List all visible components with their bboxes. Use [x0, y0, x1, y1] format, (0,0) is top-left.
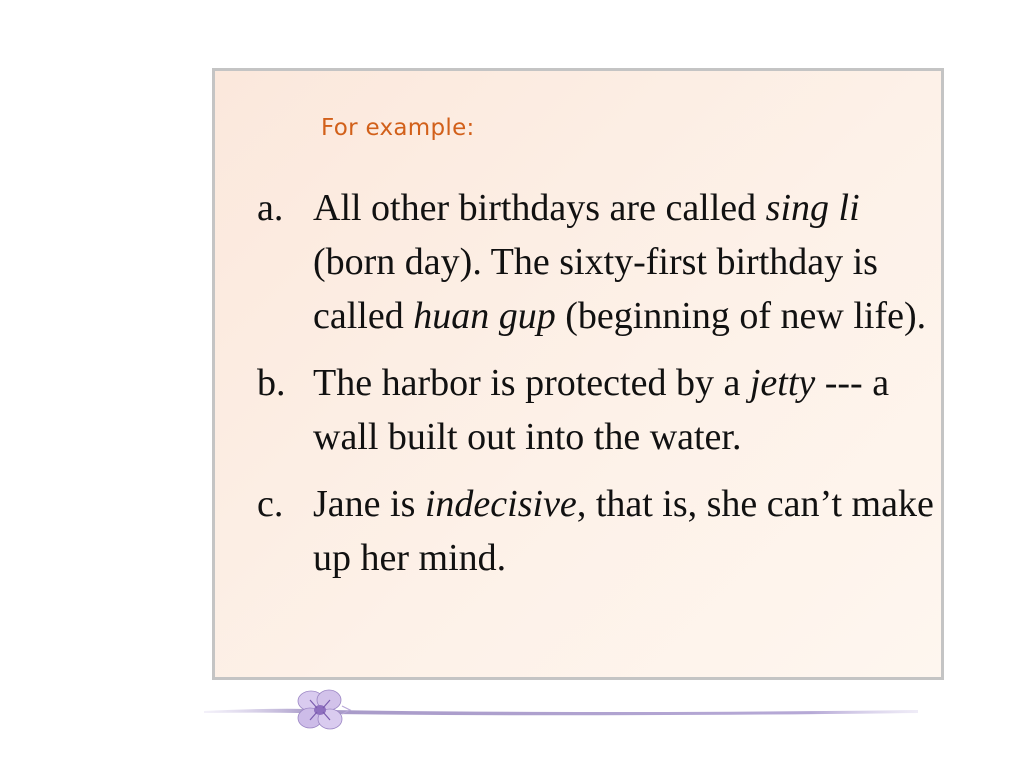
item-marker: b.	[257, 362, 286, 404]
example-item-b	[257, 356, 937, 464]
example-item-c	[257, 477, 937, 585]
violet-flower-icon	[298, 690, 350, 729]
example-label: For example:	[321, 115, 475, 141]
italic-term: huan gup	[413, 295, 556, 337]
item-marker: c.	[257, 483, 284, 525]
example-list	[257, 181, 937, 598]
example-card	[212, 68, 944, 680]
flower-divider	[200, 688, 930, 738]
italic-term: indecisive	[424, 483, 577, 525]
italic-term: sing li	[765, 187, 860, 229]
italic-term: jetty	[749, 362, 816, 404]
item-text: The harbor is protected by a jetty --- a wall built out into the water.	[313, 362, 890, 458]
example-item-a	[257, 181, 937, 343]
item-text: Jane is indecisive, that is, she can’t make up her mind.	[313, 483, 934, 579]
item-marker: a.	[257, 187, 284, 229]
item-text: All other birthdays are called sing li (born day). The sixty-first birthday is called huan gup (beginning of new life).	[313, 187, 927, 337]
